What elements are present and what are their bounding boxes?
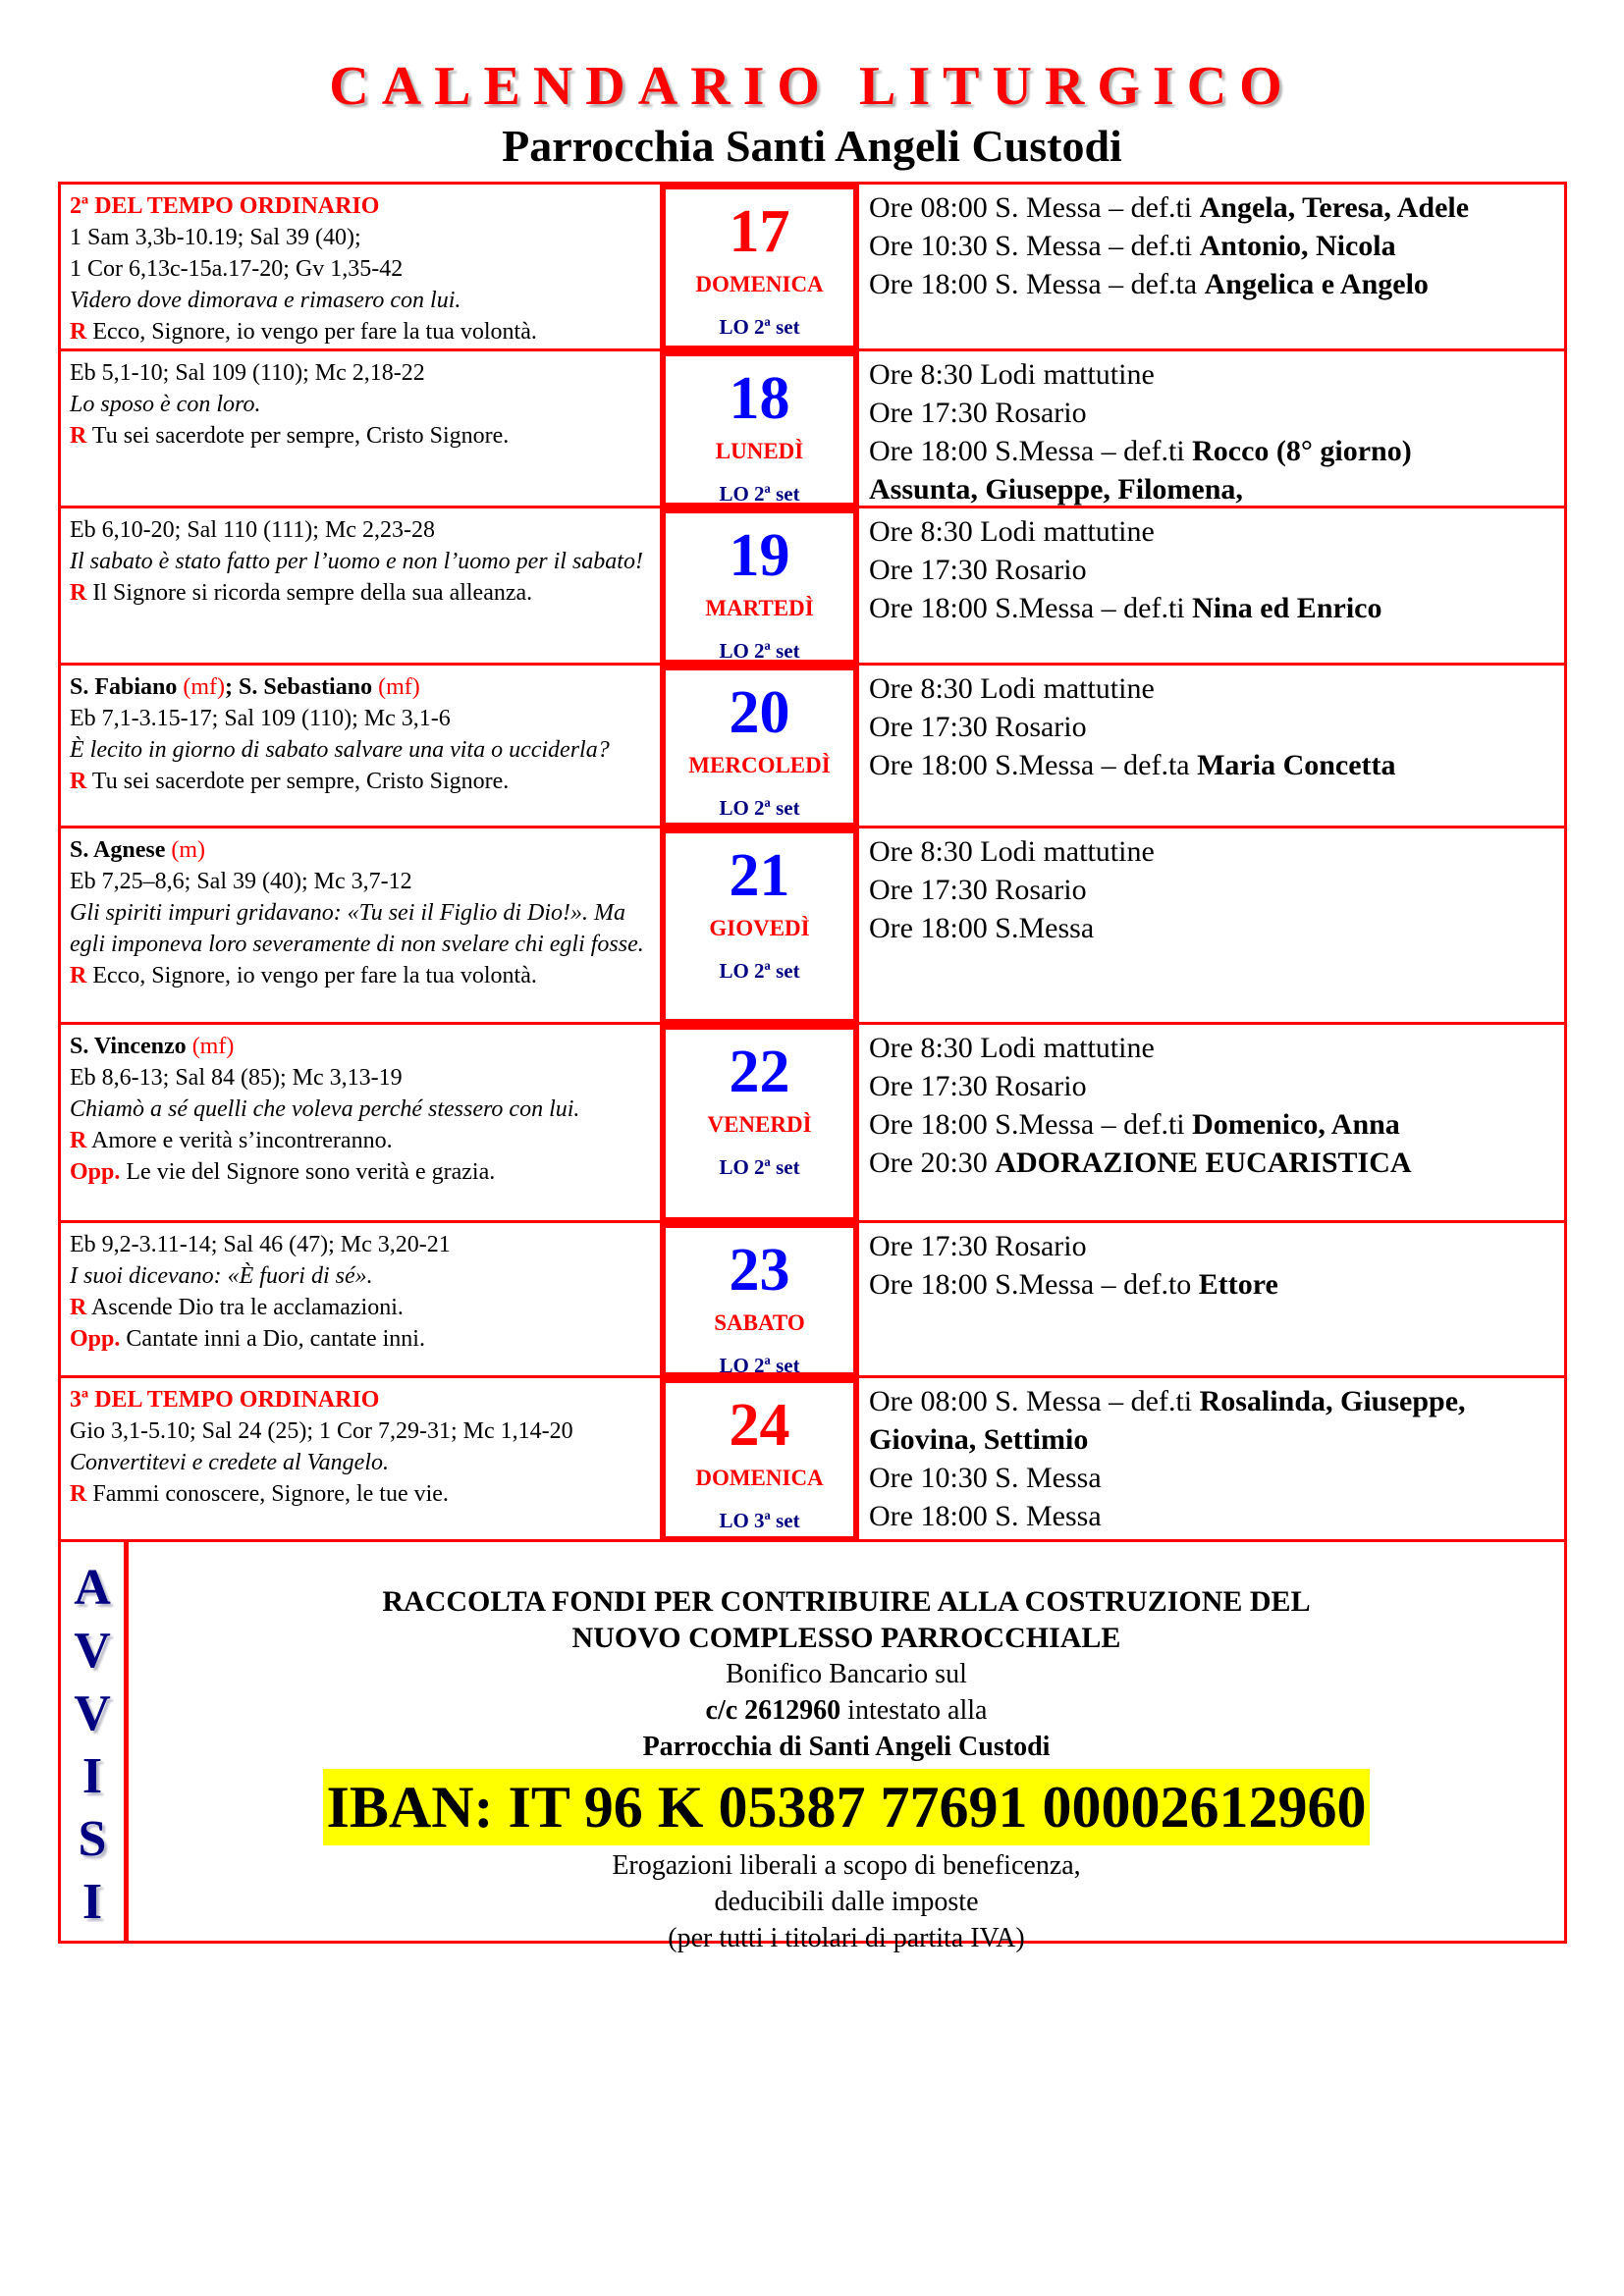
liturgy-of-hours-week: LO 2ª set [719, 1155, 800, 1179]
liturgy-cell [61, 666, 660, 826]
day-row [61, 663, 1564, 826]
avvisi-letter: V [74, 1685, 111, 1741]
avvisi-content [129, 1542, 1564, 1953]
calendar-table [58, 182, 1567, 1953]
response-line [70, 577, 652, 609]
avvisi-section [61, 1539, 1564, 1953]
schedule-cell [859, 351, 1564, 506]
readings: Eb 7,1-3.15-17; Sal 109 (110); Mc 3,1-6 [70, 706, 451, 731]
saint-name: S. Fabiano [70, 674, 178, 700]
fundraising-heading-1: RACCOLTA FONDI PER CONTRIBUIRE ALLA COSTRUZIONE DEL [382, 1585, 1311, 1618]
schedule-text: Ore 18:00 S.Messa – def.ti [869, 435, 1193, 467]
schedule-text: Ore 17:30 Rosario [869, 397, 1087, 429]
schedule-text: Ore 18:00 S. Messa [869, 1500, 1102, 1532]
response-line [70, 1292, 652, 1323]
response-line [70, 766, 652, 797]
liturgy-cell [61, 1223, 660, 1375]
schedule-cell [859, 666, 1564, 826]
antiphon: I suoi dicevano: «È fuori di sé». [70, 1263, 373, 1289]
schedule-line [869, 227, 1556, 265]
liturgy-cell [61, 1025, 660, 1220]
day-row [61, 185, 1564, 348]
schedule-text: Ore 10:30 S. Messa [869, 1462, 1102, 1494]
readings: Eb 6,10-20; Sal 110 (111); Mc 2,23-28 [70, 517, 435, 543]
day-box [660, 184, 859, 351]
alt-response-line [70, 1323, 652, 1355]
liturgy-of-hours-week: LO 2ª set [719, 315, 800, 339]
day-box [660, 1222, 859, 1378]
account-suffix: intestato alla [840, 1695, 988, 1726]
schedule-text: Ore 8:30 Lodi mattutine [869, 672, 1155, 705]
account-holder: Parrocchia di Santi Angeli Custodi [642, 1732, 1051, 1762]
readings: Eb 7,25–8,6; Sal 39 (40); Mc 3,7-12 [70, 869, 412, 894]
schedule-cell [859, 1025, 1564, 1220]
schedule-cell [859, 185, 1564, 348]
avvisi-letter: V [74, 1623, 111, 1679]
schedule-text: Ore 17:30 Rosario [869, 1070, 1087, 1102]
schedule-names: Assunta, Giuseppe, Filomena, [869, 473, 1243, 506]
schedule-text: Ore 8:30 Lodi mattutine [869, 1032, 1155, 1064]
saint-name: S. Vincenzo [70, 1034, 187, 1059]
schedule-names: Rosalinda, Giuseppe, Giovina, Settimio [869, 1385, 1466, 1456]
liturgy-cell [61, 828, 660, 1022]
liturgical-title: 3ª DEL TEMPO ORDINARIO [70, 1387, 380, 1413]
schedule-names: ADORAZIONE EUCARISTICA [995, 1147, 1412, 1179]
schedule-names: Angelica e Angelo [1204, 268, 1429, 300]
readings: Eb 9,2-3.11-14; Sal 46 (47); Mc 3,20-21 [70, 1232, 451, 1257]
account-line [129, 1692, 1564, 1729]
response: Ascende Dio tra le acclamazioni. [91, 1295, 404, 1320]
saint-name: S. Sebastiano [239, 674, 373, 700]
avvisi-letter: A [74, 1560, 111, 1616]
response-marker: R [70, 963, 87, 988]
avvisi-letter: I [81, 1874, 103, 1930]
antiphon: Convertitevi e credete al Vangelo. [70, 1450, 389, 1475]
weekday-name: GIOVEDÌ [709, 916, 810, 940]
antiphon: Lo sposo è con loro. [70, 392, 261, 417]
schedule-line [869, 432, 1556, 470]
day-number: 17 [729, 198, 790, 265]
schedule-text: Ore 08:00 S. Messa – def.ti [869, 191, 1200, 224]
schedule-line [869, 1227, 1556, 1265]
readings: 1 Cor 6,13c-15a.17-20; Gv 1,35-42 [70, 256, 404, 282]
day-box [660, 828, 859, 1025]
schedule-line [869, 1497, 1556, 1535]
weekday-name: SABATO [714, 1310, 805, 1335]
day-number: 21 [729, 842, 790, 909]
response-line [70, 316, 652, 347]
schedule-line [869, 669, 1556, 708]
alt-response: Cantate inni a Dio, cantate inni. [126, 1326, 425, 1352]
schedule-line [869, 551, 1556, 589]
schedule-text: Ore 17:30 Rosario [869, 1230, 1087, 1262]
day-number: 18 [729, 365, 790, 432]
schedule-line [869, 708, 1556, 746]
antiphon-block [70, 897, 652, 991]
response: Ecco, Signore, io vengo per fare la tua volontà. [92, 319, 537, 345]
schedule-line [869, 1067, 1556, 1105]
schedule-text: Ore 20:30 [869, 1147, 996, 1179]
liturgy-cell [61, 508, 660, 663]
iban-code: IBAN: IT 96 K 05387 77691 00002612960 [323, 1769, 1371, 1845]
day-number: 20 [729, 679, 790, 746]
schedule-text: Ore 8:30 Lodi mattutine [869, 358, 1155, 391]
schedule-line [869, 394, 1556, 432]
response-line [70, 420, 652, 452]
day-box [660, 665, 859, 828]
saint-rank: (mf) [378, 674, 420, 700]
antiphon: Il sabato è stato fatto per l’uomo e non l’uomo per il sabato! [70, 549, 643, 574]
antiphon: È lecito in giorno di sabato salvare una vita o ucciderla? [70, 737, 610, 763]
saints-line [70, 671, 652, 703]
day-row [61, 1220, 1564, 1375]
avvisi-letter: S [78, 1811, 107, 1867]
readings: 1 Sam 3,3b-10.19; Sal 39 (40); [70, 225, 361, 250]
schedule-text: Ore 8:30 Lodi mattutine [869, 515, 1155, 548]
antiphon: Gli spiriti impuri gridavano: «Tu sei il Figlio di Dio!». Ma egli imponeva loro severamente di non svelare chi egli fosse. [70, 900, 644, 957]
antiphon: Chiamò a sé quelli che voleva perché stessero con lui. [70, 1096, 580, 1122]
schedule-text: Ore 17:30 Rosario [869, 554, 1087, 586]
readings: Gio 3,1-5.10; Sal 24 (25); 1 Cor 7,29-31; Mc 1,14-20 [70, 1418, 573, 1444]
schedule-line [869, 355, 1556, 394]
schedule-line [869, 832, 1556, 871]
schedule-names: Nina ed Enrico [1192, 592, 1382, 624]
day-row [61, 1022, 1564, 1220]
liturgy-of-hours-week: LO 2ª set [719, 1354, 800, 1377]
schedule-line [869, 1382, 1556, 1459]
schedule-names: Ettore [1198, 1268, 1278, 1301]
weekday-name: MERCOLEDÌ [688, 753, 831, 777]
liturgy-of-hours-week: LO 2ª set [719, 482, 800, 506]
day-box [660, 507, 859, 666]
schedule-line [869, 1459, 1556, 1497]
liturgical-title: 2ª DEL TEMPO ORDINARIO [70, 193, 380, 219]
response-marker: R [70, 319, 87, 345]
schedule-text: Ore 18:00 S.Messa – def.ti [869, 1108, 1193, 1141]
schedule-line [869, 1105, 1556, 1144]
saint-rank: (mf) [191, 1034, 235, 1059]
schedule-line [869, 1029, 1556, 1067]
saint-rank: (m) [171, 837, 206, 863]
schedule-line [869, 188, 1556, 227]
response: Il Signore si ricorda sempre della sua alleanza. [92, 580, 533, 606]
response-line [70, 1478, 652, 1510]
schedule-text: Ore 08:00 S. Messa – def.ti [869, 1385, 1200, 1417]
readings: Eb 8,6-13; Sal 84 (85); Mc 3,13-19 [70, 1065, 403, 1091]
schedule-line [869, 871, 1556, 909]
schedule-text: Ore 18:00 S.Messa – def.ta [869, 749, 1198, 781]
weekday-name: DOMENICA [695, 272, 824, 296]
weekday-name: DOMENICA [695, 1466, 824, 1490]
liturgy-cell [61, 185, 660, 348]
schedule-text: Ore 18:00 S.Messa – def.ti [869, 592, 1193, 624]
schedule-text: Ore 18:00 S. Messa – def.ta [869, 268, 1205, 300]
bank-transfer-line: Bonifico Bancario sul [726, 1659, 967, 1689]
readings: Eb 5,1-10; Sal 109 (110); Mc 2,18-22 [70, 360, 425, 386]
liturgy-of-hours-week: LO 2ª set [719, 639, 800, 663]
schedule-cell [859, 828, 1564, 1022]
liturgy-cell [61, 1378, 660, 1539]
alt-response-line [70, 1156, 652, 1188]
response-marker: R [70, 580, 87, 606]
schedule-line [869, 746, 1556, 784]
schedule-text: Ore 8:30 Lodi mattutine [869, 835, 1155, 868]
response: Tu sei sacerdote per sempre, Cristo Signore. [91, 769, 510, 794]
saint-rank: (mf) [183, 674, 226, 700]
schedule-line [869, 589, 1556, 627]
schedule-line [869, 1265, 1556, 1304]
schedule-text: Ore 10:30 S. Messa – def.ti [869, 230, 1200, 262]
response-marker: R [70, 1128, 87, 1153]
saints-line [70, 834, 652, 866]
day-row [61, 826, 1564, 1022]
schedule-line [869, 512, 1556, 551]
weekday-name: MARTEDÌ [705, 596, 814, 620]
alt-response-marker: Opp. [70, 1326, 121, 1352]
schedule-line [869, 265, 1556, 303]
schedule-names: Domenico, Anna [1192, 1108, 1400, 1141]
response: Fammi conoscere, Signore, le tue vie. [92, 1481, 449, 1507]
parish-name: Parrocchia Santi Angeli Custodi [502, 121, 1122, 171]
schedule-names: Rocco (8° giorno) [1192, 435, 1412, 467]
liturgy-of-hours-week: LO 2ª set [719, 959, 800, 983]
response: Amore e verità s’incontreranno. [91, 1128, 393, 1153]
weekday-name: VENERDÌ [707, 1112, 812, 1137]
day-number: 22 [729, 1039, 790, 1105]
avvisi-letter: I [81, 1748, 103, 1804]
saint-name: S. Agnese [70, 837, 166, 863]
schedule-names: Antonio, Nicola [1199, 230, 1396, 262]
page-title: CALENDARIO LITURGICO [329, 56, 1295, 117]
day-number: 19 [729, 522, 790, 589]
day-number: 24 [729, 1392, 790, 1459]
response-marker: R [70, 1295, 87, 1320]
antiphon: Videro dove dimorava e rimasero con lui. [70, 288, 461, 313]
day-box [660, 1377, 859, 1542]
schedule-text: Ore 17:30 Rosario [869, 874, 1087, 906]
day-box [660, 350, 859, 508]
donation-note-2: deducibili dalle imposte [714, 1887, 979, 1917]
alt-response-marker: Opp. [70, 1159, 121, 1185]
day-row [61, 1375, 1564, 1539]
response-marker: R [70, 423, 87, 449]
schedule-names: Angela, Teresa, Adele [1199, 191, 1470, 224]
response: Tu sei sacerdote per sempre, Cristo Signore. [91, 423, 510, 449]
schedule-line [869, 470, 1556, 508]
fundraising-heading-2: NUOVO COMPLESSO PARROCCHIALE [571, 1622, 1121, 1654]
schedule-text: Ore 18:00 S.Messa [869, 912, 1095, 944]
day-number: 23 [729, 1237, 790, 1304]
response: Ecco, Signore, io vengo per fare la tua volontà. [92, 963, 537, 988]
response-line [70, 1125, 652, 1156]
schedule-cell [859, 508, 1564, 663]
response-marker: R [70, 1481, 87, 1507]
donation-note-3: (per tutti i titolari di partita IVA) [668, 1923, 1025, 1953]
schedule-line [869, 1144, 1556, 1182]
avvisi-label [61, 1542, 129, 1941]
donation-note-1: Erogazioni liberali a scopo di beneficenza, [612, 1850, 1081, 1881]
saint-separator: ; [225, 674, 240, 700]
alt-response: Le vie del Signore sono verità e grazia. [126, 1159, 496, 1185]
saints-line [70, 1031, 652, 1062]
schedule-names: Maria Concetta [1197, 749, 1396, 781]
liturgy-of-hours-week: LO 2ª set [719, 796, 800, 820]
weekday-name: LUNEDÌ [715, 439, 804, 463]
liturgy-cell [61, 351, 660, 506]
day-row [61, 348, 1564, 506]
schedule-text: Ore 17:30 Rosario [869, 711, 1087, 743]
schedule-cell [859, 1223, 1564, 1375]
schedule-cell [859, 1378, 1564, 1539]
schedule-text: Ore 18:00 S.Messa – def.to [869, 1268, 1199, 1301]
account-number: c/c 2612960 [705, 1695, 841, 1726]
day-row [61, 506, 1564, 663]
liturgy-of-hours-week: LO 3ª set [719, 1509, 800, 1532]
day-box [660, 1024, 859, 1223]
response-marker: R [70, 769, 87, 794]
schedule-line [869, 909, 1556, 947]
